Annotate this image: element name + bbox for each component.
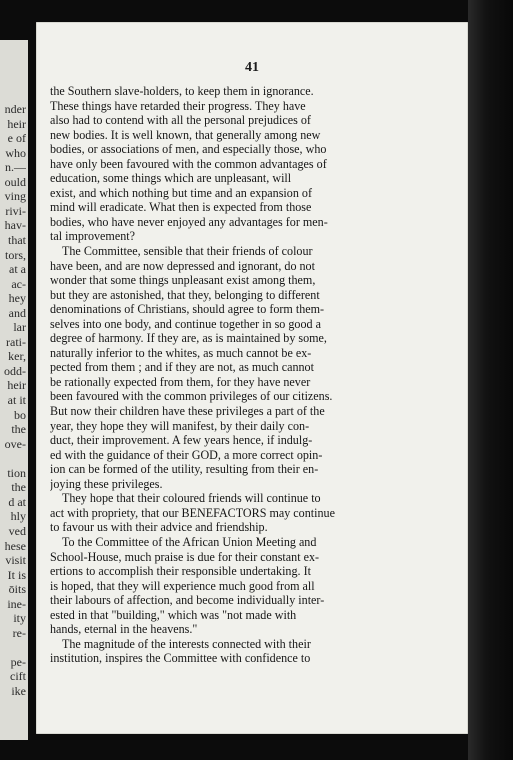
facing-page-fragment: ved: [8, 523, 26, 538]
facing-page-fragment: tion: [7, 465, 26, 480]
facing-page-fragment: bo: [14, 407, 26, 422]
text-line: to favour us with their advice and friendship.: [50, 520, 268, 535]
facing-page-fragment: e of: [7, 131, 26, 146]
facing-page-fragment: cift: [10, 669, 26, 684]
facing-page-fragment: the: [11, 480, 26, 495]
text-line: have been, and are now depressed and ignorant, do not: [50, 258, 315, 273]
text-line: ion can be formed of the utility, resulting from their en-: [50, 462, 319, 477]
facing-page-fragment: ker,: [8, 349, 26, 364]
text-line: but they are astonished, that they, belonging to different: [50, 287, 320, 302]
text-line: These things have retarded their progress. They have: [50, 98, 306, 113]
text-line: pected from them ; and if they are not, as much cannot: [50, 360, 314, 375]
facing-page-fragment: ving: [4, 189, 26, 204]
facing-page-fragment: lar: [13, 320, 26, 335]
text-line: have only been favoured with the common advantages of: [50, 156, 327, 171]
facing-page-fragment: hese: [4, 538, 26, 553]
text-line: duct, their improvement. A few years hence, if indulg-: [50, 433, 313, 448]
text-line: institution, inspires the Committee with confidence to: [50, 651, 311, 666]
facing-page-fragment: who: [5, 145, 26, 160]
facing-page-fragment: pe-: [10, 654, 26, 669]
facing-page-fragment: heir: [7, 116, 26, 131]
text-line: the Southern slave-holders, to keep them in ignorance.: [50, 84, 314, 98]
facing-page-fragment: at it: [7, 393, 26, 407]
text-line: joying these privileges.: [50, 476, 163, 491]
text-line: ertions to accomplish their responsible undertaking. It: [50, 564, 311, 579]
text-line: ed with the guidance of their GOD, a more correct opin-: [50, 447, 323, 462]
facing-page-fragment: ity: [13, 611, 26, 626]
facing-page-fragment: and: [8, 305, 26, 320]
text-line: The magnitude of the interests connected with their: [62, 636, 311, 651]
facing-page-fragment: d at: [8, 494, 26, 509]
text-line: be rationally expected from them, for they have never: [50, 374, 311, 389]
text-line: their labours of affection, and become individually inter-: [50, 593, 325, 608]
text-line: They hope that their coloured friends will continue to: [62, 491, 321, 506]
facing-page-fragment: ike: [11, 684, 26, 698]
facing-page-fragment: the: [11, 422, 26, 437]
page-number: 41: [245, 60, 259, 75]
text-line: year, they hope they will manifest, by their daily con-: [50, 418, 310, 433]
facing-page-fragment: ine-: [7, 596, 26, 611]
facing-page-edge: [0, 40, 28, 740]
scan-background-right: [468, 0, 513, 760]
facing-page-fragment: heir: [7, 378, 26, 393]
facing-page-fragment: hly: [10, 509, 26, 524]
facing-page-fragment: n.—: [5, 160, 26, 175]
facing-page-fragment: hey: [8, 291, 26, 306]
text-line: School-House, much praise is due for their constant ex-: [50, 549, 320, 564]
facing-page-fragment: at a: [9, 262, 26, 277]
text-line: The Committee, sensible that their friends of colour: [62, 244, 313, 259]
text-line: act with propriety, that our BENEFACTORS may continue: [50, 505, 335, 520]
page-body-text: [50, 84, 398, 666]
text-line: But now their children have these privileges a part of the: [50, 404, 325, 419]
text-line: bodies, or associations of men, and especially those, who: [50, 142, 327, 157]
facing-page-fragment: rivi-: [5, 203, 26, 218]
text-line: wonder that some things unpleasant exist among them,: [50, 273, 316, 288]
text-line: education, some things which are unpleasant, will: [50, 171, 292, 186]
facing-page-fragment: ōits: [8, 582, 26, 597]
text-line: naturally inferior to the whites, as much cannot be ex-: [50, 345, 312, 360]
facing-page-fragment: ove-: [4, 436, 26, 451]
text-line: selves into one body, and continue together in so good a: [50, 316, 321, 331]
text-line: denominations of Christians, should agree to form them-: [50, 302, 325, 317]
facing-page-fragment: re-: [12, 625, 26, 640]
book-page: [36, 22, 468, 734]
facing-page-fragment: rati-: [6, 334, 26, 349]
text-line: degree of harmony. If they are, as is maintained by some,: [50, 331, 327, 346]
text-line: also had to contend with all the personal prejudices of: [50, 113, 311, 128]
facing-page-fragment: ould: [4, 174, 26, 189]
facing-page-fragment: ac-: [11, 276, 26, 291]
text-line: mind will eradicate. What then is expected from those: [50, 200, 312, 215]
text-line: To the Committee of the African Union Meeting and: [62, 534, 317, 549]
text-line: new bodies. It is well known, that generally among new: [50, 127, 321, 142]
text-line: been favoured with the common privileges of our citizens.: [50, 389, 333, 404]
text-line: hands, eternal in the heavens.": [50, 622, 198, 637]
facing-page-fragment: It is: [7, 567, 26, 582]
facing-page-fragment: nder: [4, 102, 26, 116]
text-line: ested in that "building," which was "not made with: [50, 607, 297, 622]
facing-page-fragment: visit: [5, 553, 26, 568]
text-line: is hoped, that they will experience much good from all: [50, 578, 315, 593]
facing-page-fragment: that: [8, 232, 26, 247]
facing-page-fragment: odd-: [4, 363, 26, 378]
text-line: tal improvement?: [50, 229, 135, 244]
text-line: bodies, who have never enjoyed any advantages for men-: [50, 214, 328, 229]
text-line: exist, and which nothing but time and an expansion of: [50, 185, 312, 200]
facing-page-fragment: tors,: [5, 247, 26, 262]
facing-page-fragment: hav-: [4, 218, 26, 233]
